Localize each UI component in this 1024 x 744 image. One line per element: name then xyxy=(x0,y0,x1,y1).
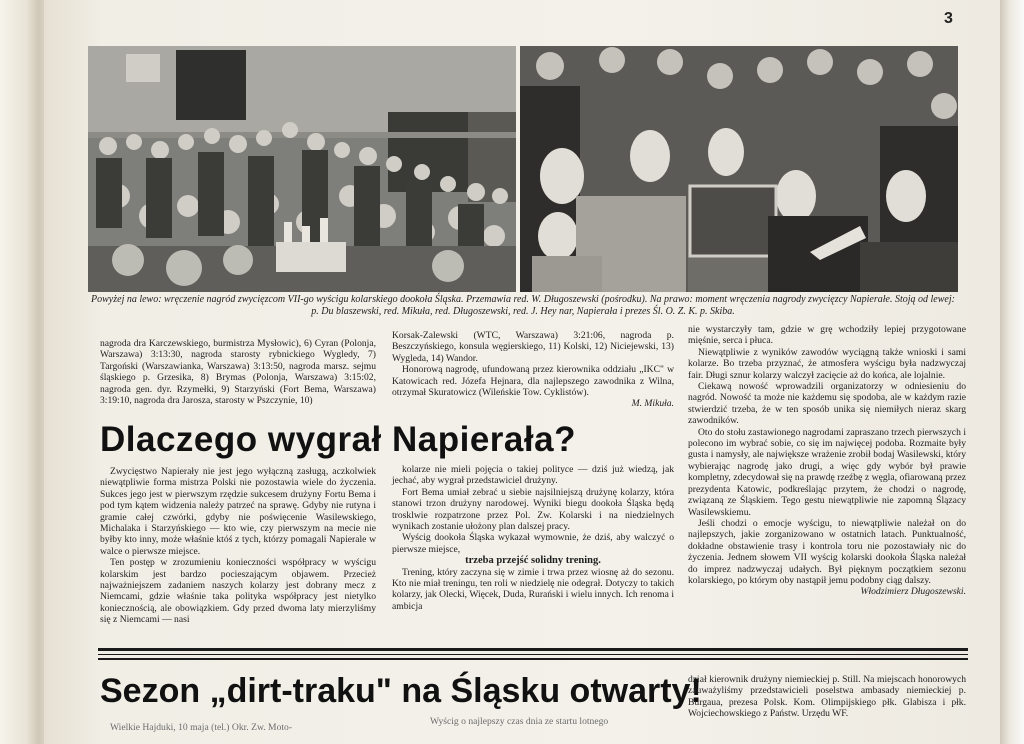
results-column-2 xyxy=(392,330,674,410)
article-paragraph: Wyścig dookoła Śląska wykazał wymownie, że dziś, aby walczyć o pierwsze miejsce, xyxy=(392,532,674,555)
photo-winner-napierala xyxy=(520,46,958,292)
results-column-1 xyxy=(100,338,376,406)
bottom-column-1 xyxy=(100,722,376,733)
book-spine xyxy=(0,0,48,744)
article-column-2 xyxy=(392,464,674,612)
article-author: Włodzimierz Długoszewski. xyxy=(860,586,966,598)
photo-award-ceremony xyxy=(88,46,516,292)
photo-winner-napierala-image xyxy=(520,46,958,292)
second-headline: Sezon „dirt-traku" na Śląsku otwarty! xyxy=(100,672,702,710)
article-paragraph: Niewątpliwie z wyników zawodów wyciągną także wnioski i sami kolarze. Bo trzeba przyznać, że atmosfera wyścigu była nadzwyczaj fair. Długi sznur kolarzy walczył zacięcie aż do końca, ale lojalnie. xyxy=(688,346,966,381)
photo-caption: Powyżej na lewo: wręczenie nagród zwycięzcom VII-go wyścigu kolarskiego dookoła Śląska. Przemawia red. W. Długoszewski (pośrodku). Na prawo: moment wręczenia nagrody zwycięzcy Napierałe. Stoją od lewej: p. Du blaszewski, red. Mikuła, red. Długoszewski, red. J. Hey nar, Napierała i prezes Śl. O. Z. K. p. Skiba. xyxy=(91,294,955,317)
article-paragraph: Jeśli chodzi o emocje wyścigu, to niewątpliwie należał on do najlepszych, jakie zorganizowano w ostatnich latach. Punktualność, dokładne obstawienie trasy i kontrola toru nie pozostawiały nic do życzenia. Jednem słowem VII wyścig kolarski dookoła Śląska należał do imprez nadzwyczaj udałych. Był pięknym początkiem sezonu kolarskiego, po którym oby nastąpił jemu podobny ciąg dalszy. xyxy=(688,517,966,586)
article-paragraph: Oto do stołu zastawionego nagrodami zapraszano trzech pierwszych i polecono im wybrać sobie, co się im najwięcej podoba. Rozmaite były gusta i namysły, ale największe wrażenie zrobił bodaj Wasilewski, który wybierając nagrodę jako drugi, a więc gdy wybór był prawie kompletny, zdecydował się na prawdę rzeźbę z węgla, ofiarowaną przez prezydenta Katowic, podkreślając przytem, że chodzi o nagrodę, związaną ze Śląskiem. Tego gestu niewątpliwie nie zapomną Ślązacy Wasilewskiemu. xyxy=(688,426,966,518)
article-paragraph: nie wystarczyły tam, gdzie w grę wchodziły lepiej przygotowane mięśnie, serca i płuca. xyxy=(688,324,966,347)
page-edge xyxy=(1000,0,1024,744)
page-number: 3 xyxy=(944,10,953,27)
bottom-column-3 xyxy=(688,674,966,744)
bottom-text-3: dział kierownik drużyny niemieckiej p. Still. Na miejscach honorowych zauważyliśmy przedstawicieli poselstwa ambasady niemieckiej p. Burgaua, prezesa Polsk. Kom. Olimpijskiego płk. Glabisza i płk. Wojciechowskiego z Państw. Urzędu WF. xyxy=(688,674,966,720)
results-text-2: Korsak-Zalewski (WTC, Warszawa) 3:21:06, nagroda p. Beszczyńskiego, konsula węgierskiego, 11) Kolski, 12) Niciejewski, 13) Wygleda, 14) Wandor. xyxy=(392,330,674,364)
article-column-3 xyxy=(688,324,966,598)
results-text-1: nagroda dra Karczewskiego, burmistrza Mysłowic), 6) Cyran (Polonja, Warszawa) 3:13:30, nagroda starosty rybnickiego Wygledy, 7) Targoński (Warszawianka, Warszawa) 3:13:50, nagroda marsz. sejmu śląskiego p. Grzesika, 8) Brymas (Polonja, Warszawa) 3:15:02, nagroda gen. dyr. Rzymełki, 9) Starzyński (Fort Bema, Warszawa) 3:19:10, nagroda dra Jarosza, starosty w Pszczynie, 10) xyxy=(100,338,376,407)
article-column-1 xyxy=(100,466,376,626)
section-divider-bottom xyxy=(98,658,968,660)
article-subhead: trzeba przejść solidny trening. xyxy=(465,555,601,567)
article-paragraph: Trening, który zaczyna się w zimie i trwa przez wiosnę aż do sezonu. Kto nie miał treningu, ten roli w niedzielę nie odegrał. Dotyczy to takich kolarzy, jak Olecki, Więcek, Duda, Rurański i wielu innych. Ich renoma i ambicja xyxy=(392,566,674,612)
photo-award-ceremony-image xyxy=(88,46,516,292)
results-text-3: Honorową nagrodę, ufundowaną przez kierownika oddziału „IKC" w Katowicach red. Józefa Hejnara, dla najlepszego zawodnika z Wilna, otrzymał Skuratowicz (Wileńskie Tow. Cyklistów). xyxy=(392,364,674,399)
article-paragraph: Fort Bema umiał zebrać u siebie najsilniejszą drużynę kolarzy, która stanowi trzon drużyny narodowej. Wyniki biegu dookoła Śląska będą trosklwie rozpatrzone przez Pol. Zw. Kolarski i na niedzielnych wynikach zostanie ułożony plan dalszej pracy. xyxy=(392,486,674,533)
results-signature: M. Mikuła. xyxy=(631,398,674,410)
bottom-text-1: Wielkie Hajduki, 10 maja (tel.) Okr. Zw. Moto- xyxy=(110,722,293,733)
section-divider-thick xyxy=(98,648,968,651)
article-paragraph: Zwycięstwo Napierały nie jest jego wyłączną zasługą, aczkolwiek niewątpliwie forma mistrza Polski nie pozostawia wiele do życzenia. Sukces jego jest w pierwszym rzędzie sukcesem drużyny Fortu Bema i pod tym kątem widzenia należy patrzeć na sprawę. Gdyby nie rutyna i gramie całej czwórki, gdyby nie poświęcenie Wasilewskiego, Michalaka i Starzyńskiego — kto wie, czy pierwszym na mecie nie byłby kto inny, może właśnie któś z tych, którzy pomagali Napierale w walce o pierwsze miejsce. xyxy=(100,466,376,557)
article-paragraph: kolarze nie mieli pojęcia o takiej polityce — dziś już wiedzą, jak jechać, aby wygrał przedstawiciel drużyny. xyxy=(392,464,674,487)
article-paragraph: Ciekawą nowość wprowadzili organizatorzy w odniesieniu do nagród. Nowość ta może nie każdemu się spodoba, ale w każdym razie stwierdzić trzeba, że w ten sposób unika się niemiłych nieraz skarg zawodników. xyxy=(688,381,966,427)
bottom-text-2: Wyścig o najlepszy czas dnia ze startu lotnego xyxy=(430,716,609,727)
bottom-column-2 xyxy=(420,716,674,727)
article-headline: Dlaczego wygrał Napierała? xyxy=(100,420,576,459)
article-paragraph: Ten postęp w zrozumieniu konieczności współpracy w wyścigu kolarskim jest bardzo pocieszającym objawem. Przecież najważniejszem zadaniem naszych kolarzy jest dobrany mecz z Niemcami, gdzie właśnie taka polityka współpracy jest nietylko koniecznością, ale obowiązkiem. Gdy przed dwoma laty mierzyliśmy się z Niemcami — nasi xyxy=(100,557,376,626)
section-divider-thin xyxy=(98,654,968,655)
